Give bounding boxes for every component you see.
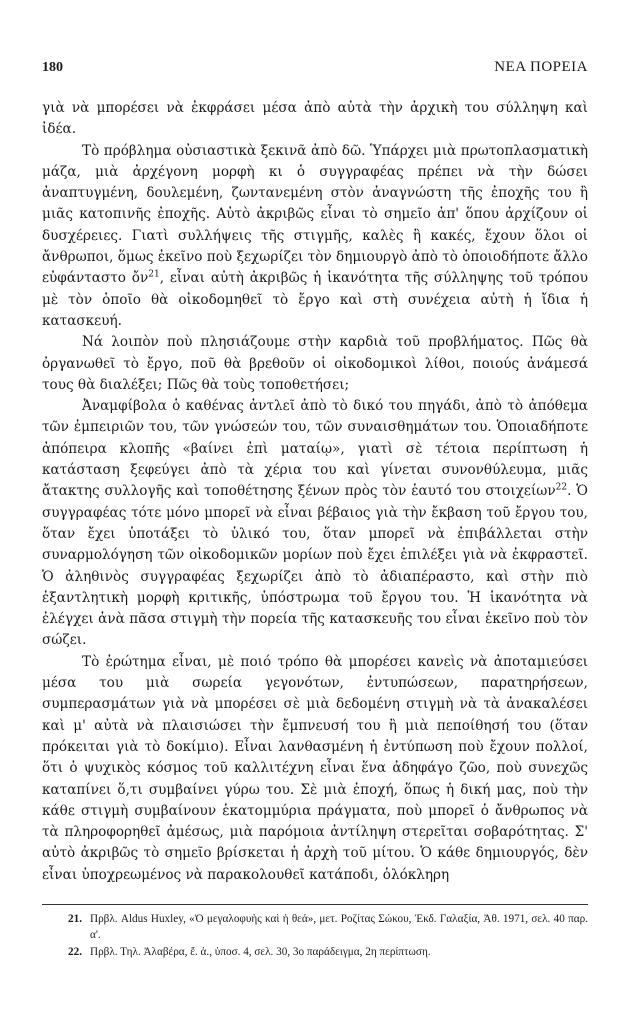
footnote-text: Πρβλ. Τηλ. Ἀλαβέρα, ἔ. ἀ., ὑποσ. 4, σελ. 30, 3ο παράδειγμα, 2η περίπτωση. <box>90 945 431 958</box>
paragraph-2 <box>42 141 588 333</box>
footnote-22 <box>42 944 588 961</box>
paragraph-4-text-a: Ἀναμφίβολα ὁ καθένας ἀντλεῖ ἀπὸ τὸ δικό του πηγάδι, ἀπὸ τὸ ἀπόθεμα τῶν ἐμπειριῶν του, τῶν γνώσεών του, τῶν συναισθημάτων του. Ὁποιαδήποτε ἀπόπειρα κλοπῆς «βαίνει ἐπὶ ματαίῳ», γιατὶ σὲ τέτοια περίπτωση ἡ κατάσταση ξεφεύγει ἀπὸ τὰ χέρια του καὶ γίνεται συνονθύλευμα, μιᾶς ἄτακτης συλλογῆς καὶ τοποθέτησης ξένων πρὸς τὸν ἑαυτό του στοιχείων <box>42 398 588 500</box>
paragraph-3-text: Νά λοιπὸν ποὺ πλησιάζουμε στὴν καρδιὰ τοῦ προβλήματος. Πῶς θὰ ὀργανωθεῖ τὸ ἔργο, ποῦ θὰ βρεθοῦν οἱ οἰκοδομικοὶ λίθοι, ποιούς ἀνάμεσά τους θὰ διαλέξει; Πῶς θὰ τοὺς τοποθετήσει; <box>42 334 588 393</box>
paragraph-3 <box>42 332 588 396</box>
paragraph-4 <box>42 396 588 652</box>
running-header <box>42 52 588 80</box>
page-number: 180 <box>42 60 63 75</box>
footnote-ref-22: 22 <box>555 482 568 493</box>
main-text <box>42 98 588 886</box>
paragraph-5 <box>42 652 588 886</box>
footnote-number: 21. <box>68 912 82 925</box>
journal-title: ΝΕΑ ΠΟΡΕΙΑ <box>494 59 588 75</box>
footnote-ref-21: 21 <box>148 269 160 280</box>
footnote-text: Πρβλ. Aldus Huxley, «Ὁ μεγαλοφυὴς καὶ ἡ θεά», μετ. Ροζίτας Σώκου, Ἐκδ. Γαλαξία, Ἀθ. 1971, σελ. 40 παρ. α'. <box>90 912 588 942</box>
paragraph-2-text-a: Τὸ πρόβλημα οὐσιαστικὰ ξεκινᾶ ἀπὸ δῶ. Ὑπάρχει μιὰ πρωτοπλασματικὴ μάζα, μιὰ ἀρχέγονη μορφὴ κι ὁ συγγραφέας πρέπει νὰ τὴν δώσει ἀναπτυγμένη, δουλεμένη, ζωντανεμένη στὸν ἀναγνώστη τῆς ἐποχῆς του ἢ μιᾶς κατοπινῆς ἐποχῆς. Αὐτὸ ἀκριβῶς εἶναι τὸ σημεῖο ἀπ' ὅπου ἀρχίζουν οἱ δυσχέρειες. Γιατὶ συλλήψεις τῆς στιγμῆς, καλὲς ἢ κακές, ἔχουν ὅλοι οἱ ἄνθρωποι, ὅμως ἐκεῖνο ποὺ ξεχωρίζει τὸν δημιουργὸ ἀπὸ τὸ ὁποιοδήποτε ἄλλο εὐφάνταστο ὄν <box>42 142 588 287</box>
paragraph-1-text: γιὰ νὰ μπορέσει νὰ ἐκφράσει μέσα ἀπὸ αὐτὰ τὴν ἀρχικὴ του σύλληψη καὶ ἰδέα. <box>42 100 588 138</box>
footnote-divider <box>42 904 588 905</box>
paragraph-2-text-b: , εἶναι αὐτὴ ἀκριβῶς ἡ ἱκανότητα τῆς σύλληψης τοῦ τρόπου μὲ τὸν ὁποῖο θὰ οἰκοδομηθεῖ τὸ ἔργο καὶ στὴ συνέχεια αὐτὴ ἡ ἴδια ἡ κατασκευή. <box>42 270 588 329</box>
book-page <box>42 52 588 960</box>
footnotes <box>42 911 588 961</box>
paragraph-1 <box>42 98 588 141</box>
paragraph-4-text-b: . Ὁ συγγραφέας τότε μόνο μπορεῖ νὰ εἶναι βέβαιος γιὰ τὴν ἔκβαση τοῦ ἔργου του, ὅταν ἔχει ὑποτάξει τὸ ὑλικό του, ὅταν μπορεῖ νὰ ἐπιβάλλεται στὴν συναρμολόγηση τῶν οἰκοδομικῶν μορίων ποὺ ἔχει ἐπιλέξει γιὰ νὰ ἐκφραστεῖ. Ὁ ἀληθινὸς συγγραφέας ξεχωρίζει ἀπὸ τὸ ἀδιαπέραστο, καὶ στὴν πιὸ ἐξαντλητικὴ μορφὴ κριτικῆς, ὑπόστρωμα τοῦ ἔργου του. Ἡ ἱκανότητα νὰ ἐλέγχει ἀνὰ πᾶσα στιγμὴ τὴν πορεία τῆς κατασκευῆς του εἶναι ἐκεῖνο ποὺ τὸν σώζει. <box>42 483 588 649</box>
footnote-number: 22. <box>68 945 82 958</box>
footnote-21 <box>42 911 588 944</box>
paragraph-5-text: Τὸ ἐρώτημα εἶναι, μὲ ποιό τρόπο θὰ μπορέσει κανεὶς νὰ ἀποταμιεύσει μέσα του μιὰ σωρεία γεγονότων, ἐντυπώσεων, παρατηρήσεων, συμπερασμάτων γιὰ νὰ μπορέσει σὲ μιὰ δεδομένη στιγμὴ νὰ τὰ ἀνακαλέσει καὶ μ' αὐτὰ νὰ πλαισιώσει τὴν ἔμπνευσή του ἢ μιὰ πεποίθησή του (ὅταν πρόκειται γιὰ τὸ δοκίμιο). Εἶναι λανθασμένη ἡ ἐντύπωση ποὺ ἔχουν πολλοί, ὅτι ὁ ψυχικὸς κόσμος τοῦ καλλιτέχνη εἶναι ἕνα ἀδηφάγο ζῶο, ποὺ συνεχῶς καταπίνει ὅ,τι συμβαίνει γύρω του. Σὲ μιὰ ἐποχή, ὅπως ἡ δική μας, ποὺ τὴν κάθε στιγμὴ συμβαίνουν ἑκατομμύρια πράγματα, ποὺ μπορεῖ ὁ ἄνθρωπος νὰ τὰ πληροφορηθεῖ ἀμέσως, μιὰ παρόμοια ἀντίληψη στερεῖται σοβαρότητας. Σ' αὐτὸ ἀκριβῶς τὸ σημεῖο βρίσκεται ἡ ἀρχὴ τοῦ μίτου. Ὁ κάθε δημιουργός, δὲν εἶναι ὑποχρεωμένος νὰ παρακολουθεῖ κατάποδι, ὁλόκληρη <box>42 653 588 883</box>
